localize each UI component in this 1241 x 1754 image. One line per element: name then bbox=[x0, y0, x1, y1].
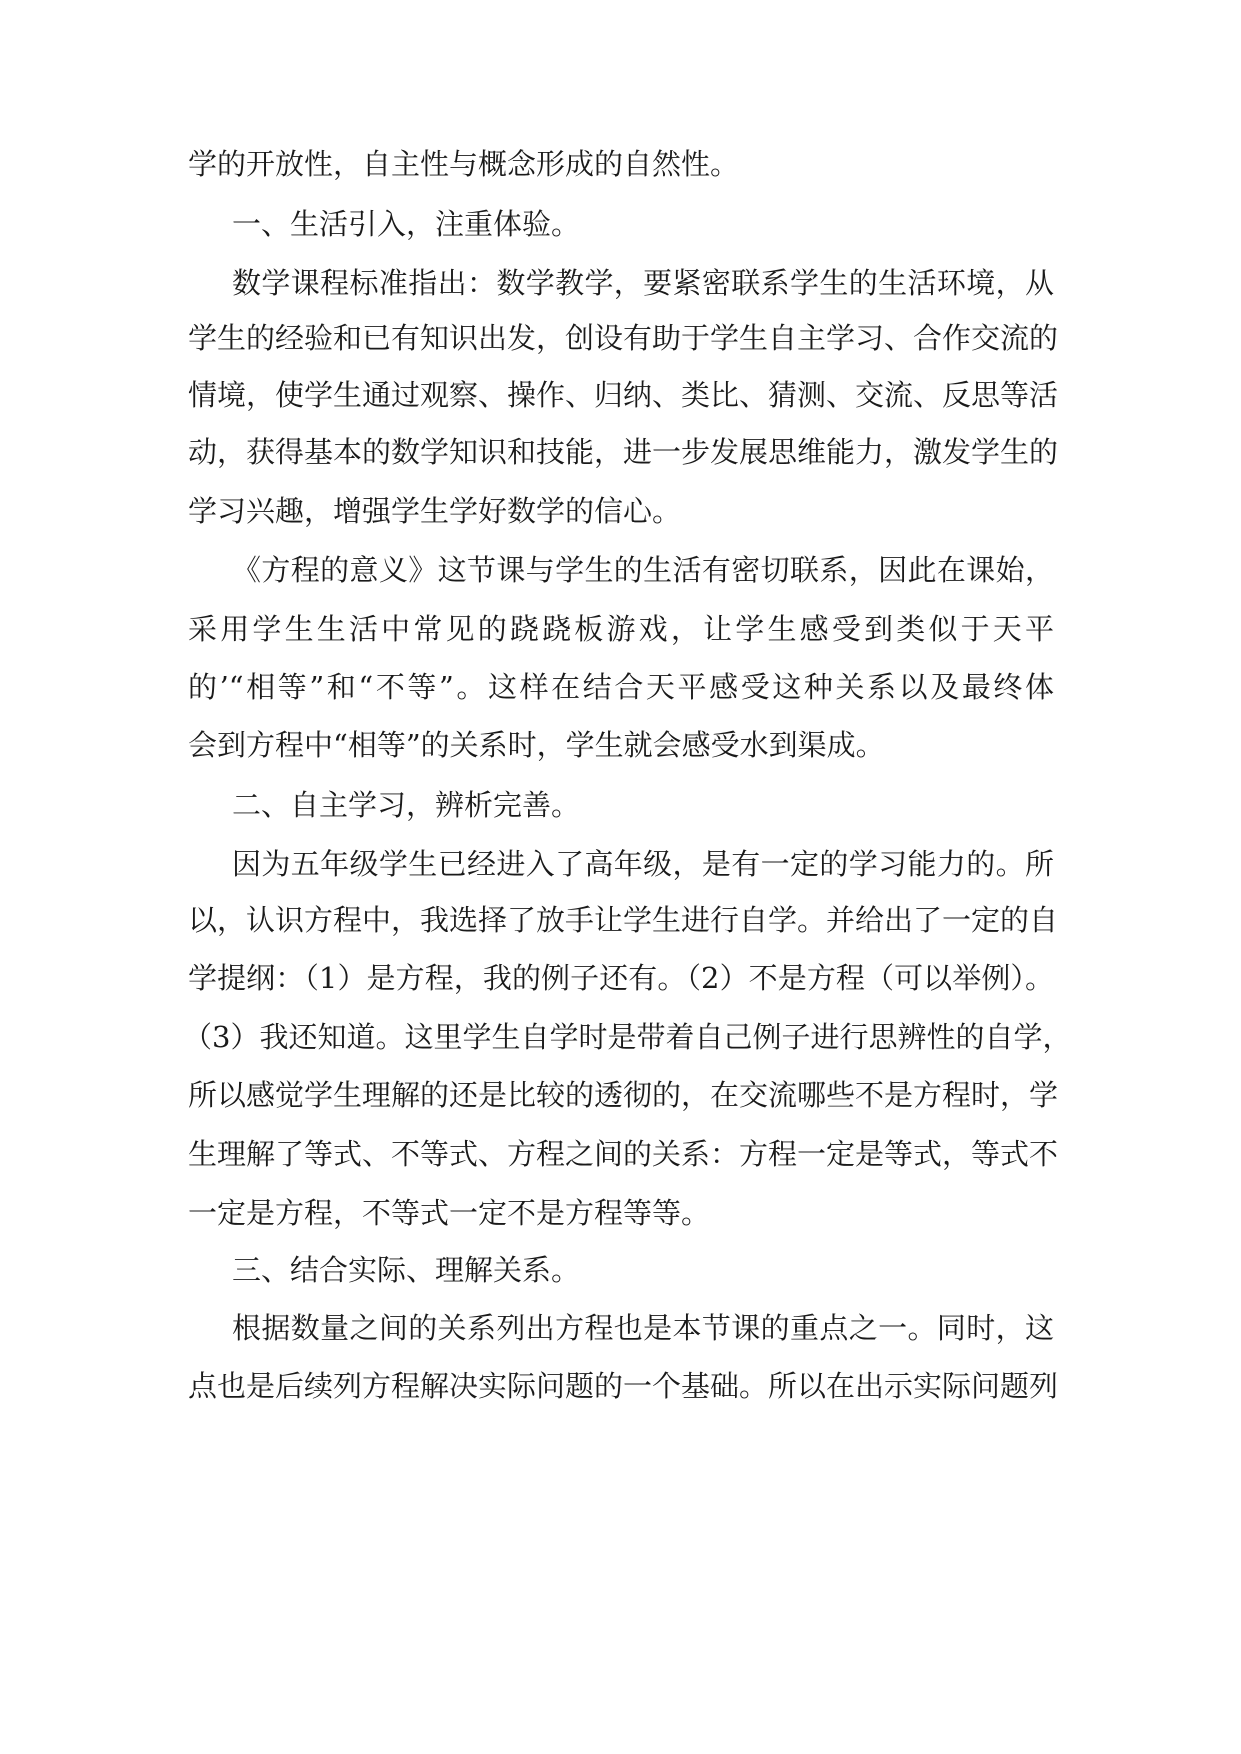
text-line: 《方程的意义》这节课与学生的生活有密切联系，因此在课始， bbox=[232, 553, 1054, 587]
text-line: 动，获得基本的数学知识和技能，进一步发展思维能力，激发学生的 bbox=[188, 435, 1059, 469]
section-heading: 三、结合实际、理解关系。 bbox=[232, 1253, 581, 1287]
text-line: 所以感觉学生理解的还是比较的透彻的，在交流哪些不是方程时，学 bbox=[188, 1078, 1059, 1112]
text-line: 数学课程标准指出：数学教学，要紧密联系学生的生活环境，从 bbox=[232, 266, 1054, 300]
text-line: 学习兴趣，增强学生学好数学的信心。 bbox=[188, 494, 682, 528]
text-line: 以，认识方程中，我选择了放手让学生进行自学。并给出了一定的自 bbox=[188, 903, 1059, 937]
section-heading: 二、自主学习，辨析完善。 bbox=[232, 788, 581, 822]
text-line: 的’“相等”和“不等”。这样在结合天平感受这种关系以及最终体 bbox=[188, 670, 1054, 704]
text-line: 生理解了等式、不等式、方程之间的关系：方程一定是等式，等式不 bbox=[188, 1137, 1059, 1171]
text-line: 情境，使学生通过观察、操作、归纳、类比、猜测、交流、反思等活 bbox=[188, 378, 1059, 412]
text-line: （3）我还知道。这里学生自学时是带着自己例子进行思辨性的自学， bbox=[183, 1020, 1072, 1054]
text-line: 学的开放性，自主性与概念形成的自然性。 bbox=[188, 147, 740, 181]
text-line: 点也是后续列方程解决实际问题的一个基础。所以在出示实际问题列 bbox=[188, 1369, 1059, 1403]
text-line: 学生的经验和已有知识出发，创设有助于学生自主学习、合作交流的 bbox=[188, 321, 1059, 355]
text-line: 根据数量之间的关系列出方程也是本节课的重点之一。同时，这 bbox=[232, 1311, 1054, 1345]
text-line: 会到方程中“相等”的关系时，学生就会感受水到渠成。 bbox=[188, 728, 885, 762]
text-line: 因为五年级学生已经进入了高年级，是有一定的学习能力的。所 bbox=[232, 847, 1054, 881]
text-line: 一定是方程，不等式一定不是方程等等。 bbox=[188, 1196, 711, 1230]
text-line: 学提纲：（1）是方程，我的例子还有。（2）不是方程（可以举例）。 bbox=[188, 961, 1054, 995]
section-heading: 一、生活引入，注重体验。 bbox=[232, 207, 581, 241]
text-line: 采用学生生活中常见的跷跷板游戏，让学生感受到类似于天平 bbox=[188, 612, 1054, 646]
